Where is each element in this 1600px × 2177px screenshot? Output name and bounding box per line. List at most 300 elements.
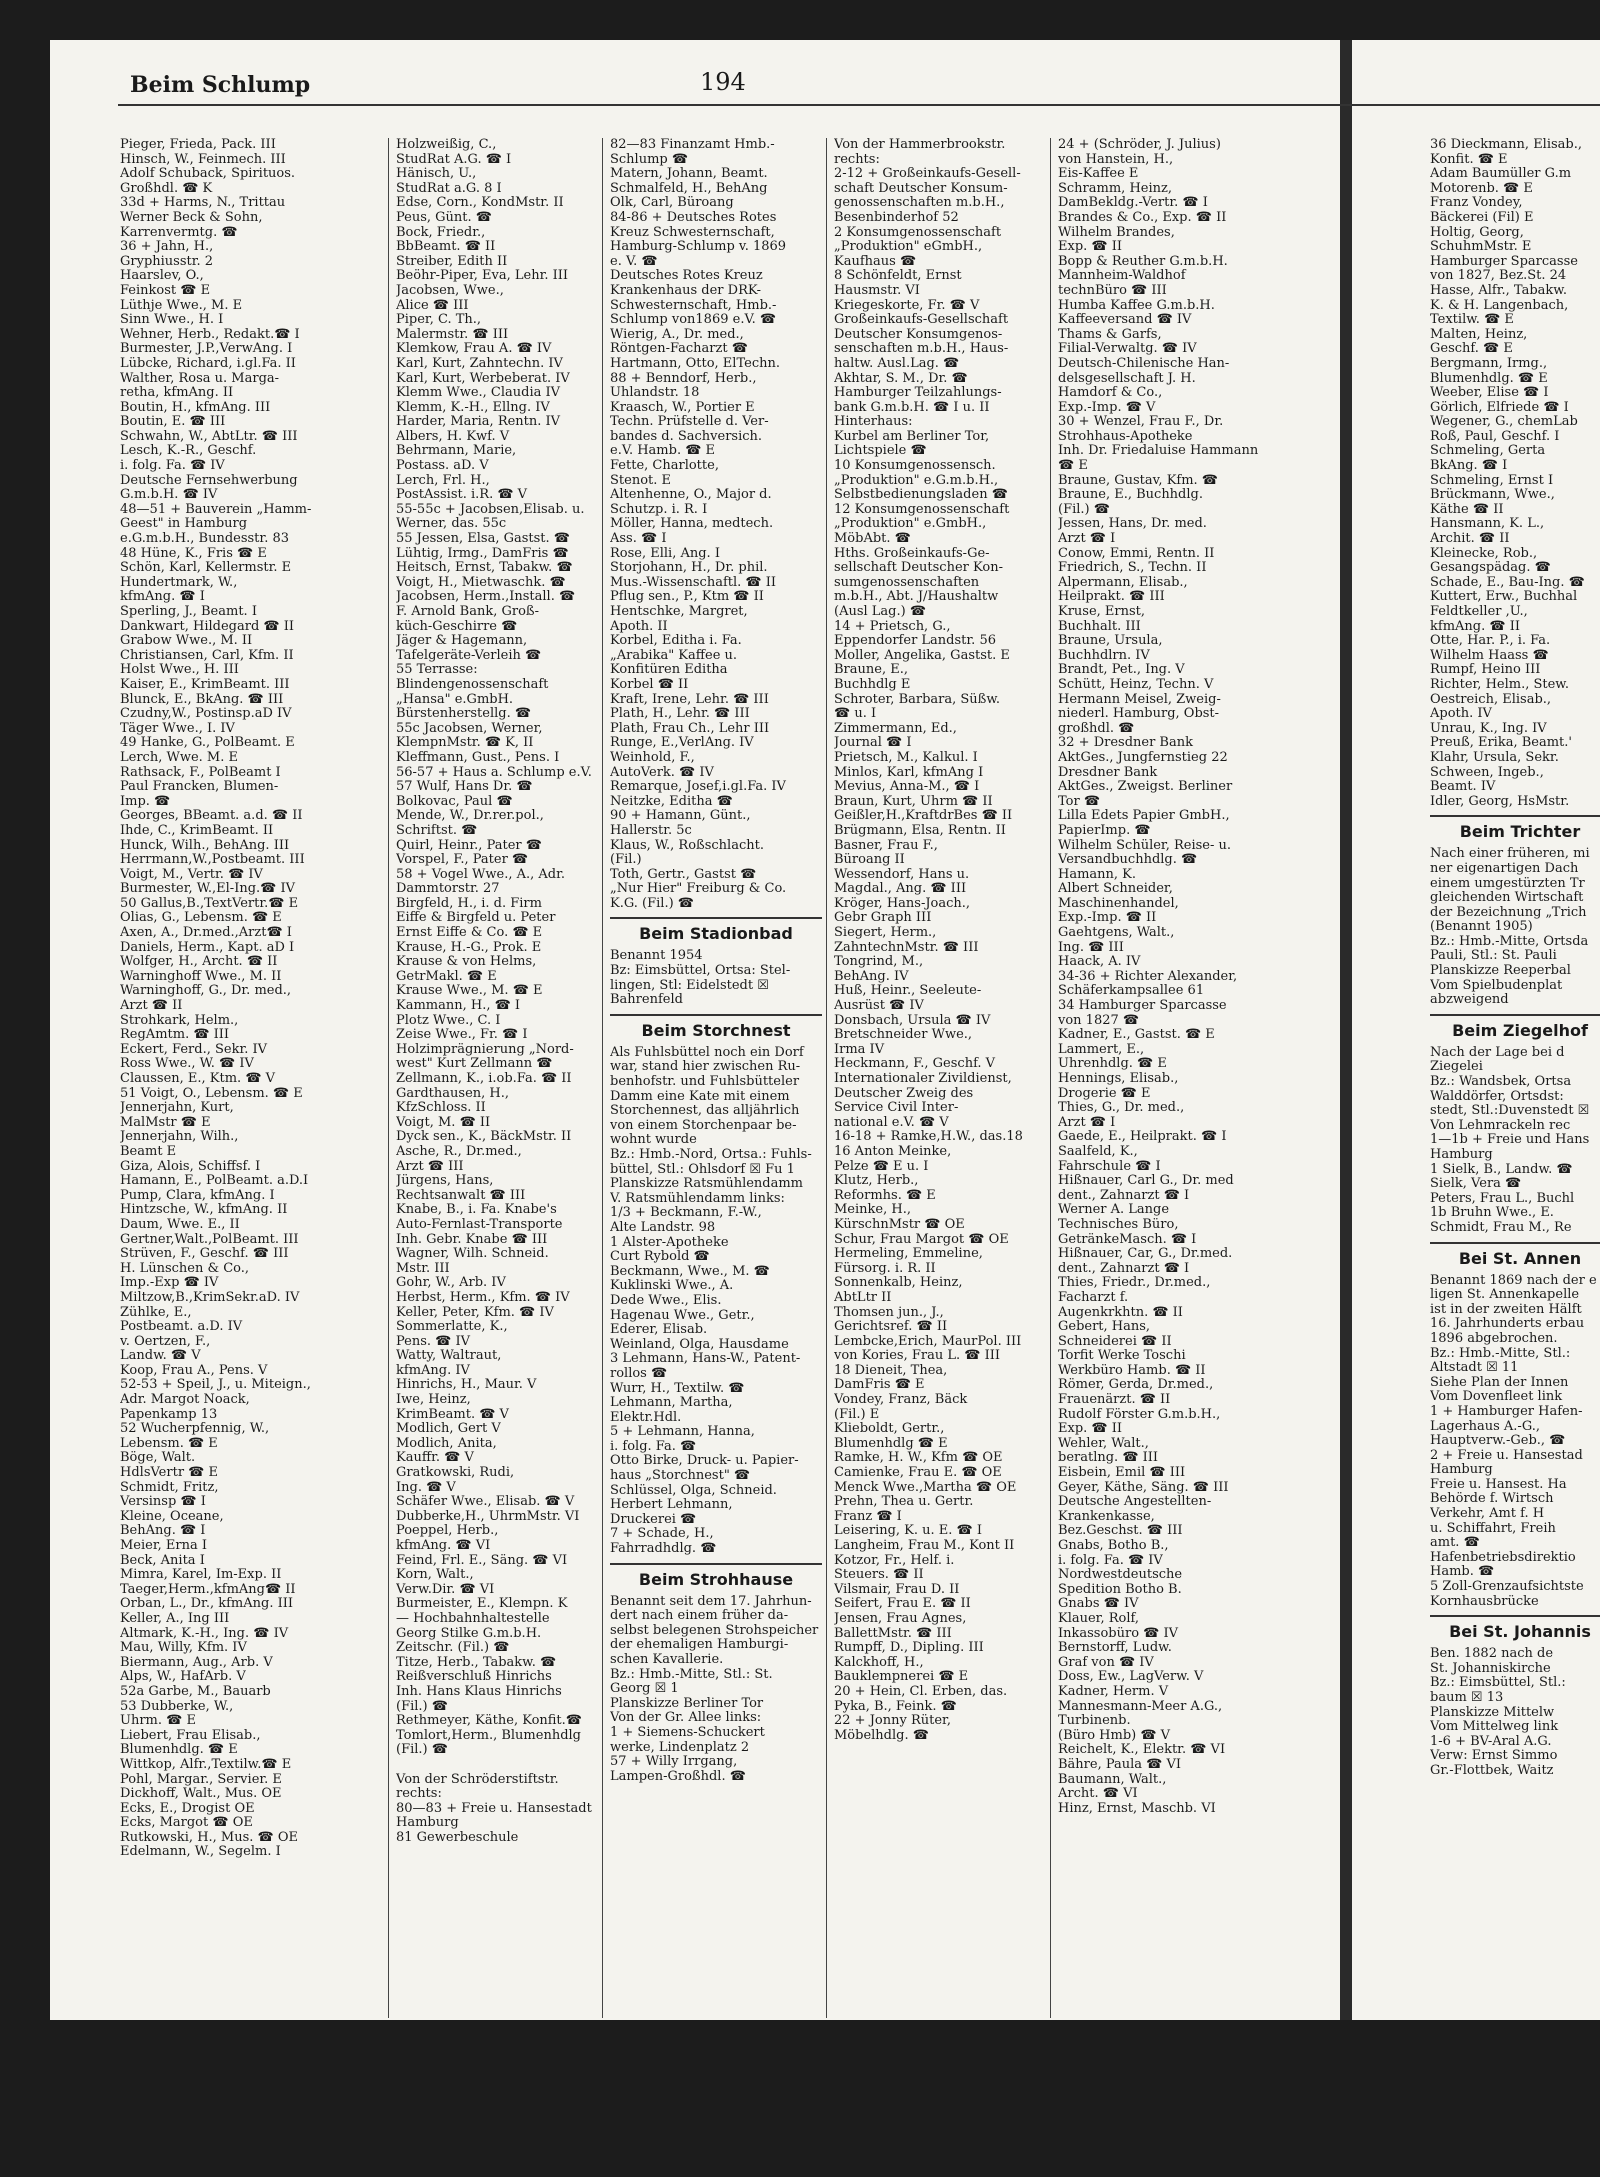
directory-line: Filial-Verwaltg. ☎ IV (1058, 342, 1197, 357)
directory-line: Schwahn, W., AbtLtr. ☎ III (120, 429, 298, 444)
directory-line: Deutsche Angestellten- (1058, 1495, 1212, 1510)
directory-line: küch-Geschirre ☎ (396, 619, 518, 634)
directory-line: Hundertmark, W., (120, 575, 238, 590)
directory-line: Turbinenb. (1058, 1714, 1131, 1729)
directory-line: Auto-Fernlast-Transporte (396, 1217, 563, 1232)
directory-line: BkAng. ☎ I (1430, 459, 1508, 474)
directory-line: Dickhoff, Walt., Mus. OE (120, 1787, 282, 1802)
directory-line: Jacobsen, Wwe., (396, 283, 504, 298)
directory-line: Basner, Frau F., (834, 838, 938, 853)
directory-line: Claussen, E., Ktm. ☎ V (120, 1072, 276, 1086)
directory-line: Lehmann, Martha, (610, 1396, 733, 1411)
directory-line: retha, kfmAng. II (120, 386, 234, 401)
directory-line: Hansmann, K. L., (1430, 517, 1545, 532)
directory-line: (Fil.) ☎ (396, 1743, 448, 1758)
directory-line: Magdal., Ang. ☎ III (834, 882, 967, 897)
directory-line: Edelmann, W., Segelm. I (120, 1845, 281, 1860)
directory-line: Kleffmann, Gust., Pens. I (396, 750, 560, 765)
directory-line: Imp.-Exp ☎ IV (120, 1276, 219, 1291)
directory-line: Schmeling, Gerta (1430, 444, 1546, 459)
directory-line: 16 Anton Meinke, (834, 1144, 952, 1159)
directory-line: Kaffeeversand ☎ IV (1058, 313, 1192, 328)
directory-line: Jessen, Hans, Dr. med. (1058, 517, 1207, 532)
directory-line: Matern, Johann, Beamt. (610, 167, 768, 182)
directory-line: Wegener, G., chemLab (1430, 415, 1578, 430)
directory-line: Inh. Hans Klaus Hinrichs (396, 1684, 562, 1699)
directory-line: Arzt ☎ II (120, 999, 183, 1014)
directory-line: Warninghoff Wwe., M. II (120, 969, 282, 984)
directory-line: V. Ratsmühlendamm links: (610, 1191, 785, 1206)
street-heading: Beim Trichter (1430, 815, 1600, 847)
directory-line: der Bezeichnung „Trich (1430, 905, 1587, 920)
directory-line: 57 + Willy Irrgang, (610, 1755, 738, 1770)
directory-line: Schur, Frau Margot ☎ OE (834, 1232, 1009, 1247)
directory-line: haus „Storchnest" ☎ (610, 1469, 751, 1484)
directory-line: Hermeling, Emmeline, (834, 1247, 983, 1262)
directory-line: 34-36 + Richter Alexander, (1058, 969, 1238, 984)
directory-line: Beamt. IV (1430, 780, 1496, 795)
directory-line: 55-55c + Jacobsen,Elisab. u. (396, 502, 585, 517)
directory-line: Großeinkaufs-Gesellschaft (834, 313, 1009, 328)
directory-line: Karl, Kurt, Werbeberat. IV (396, 371, 570, 386)
directory-line: Bz.: Eimsbüttel, Stl.: (1430, 1676, 1566, 1691)
directory-line: Axen, A., Dr.med.,Arzt☎ I (120, 926, 292, 941)
directory-line: e. V. ☎ (610, 254, 658, 269)
directory-line: Fahrradhdlg. ☎ (610, 1542, 717, 1557)
directory-line: Klemm Wwe., Claudia IV (396, 386, 561, 401)
directory-line: Humba Kaffee G.m.b.H. (1058, 298, 1215, 313)
directory-line: Bz.: Hmb.-Mitte, Stl.: (1430, 1346, 1571, 1361)
directory-line: rechts: (396, 1787, 442, 1802)
directory-line: war, stand hier zwischen Ru- (610, 1060, 801, 1075)
directory-line: Korn, Walt., (396, 1568, 474, 1583)
directory-line: Dyck sen., K., BäckMstr. II (396, 1130, 572, 1145)
directory-line: ☎ u. I (834, 707, 877, 722)
directory-line: Dammtorstr. 27 (396, 882, 500, 897)
directory-line: Saalfeld, K., (1058, 1144, 1138, 1159)
directory-line: Bauklempnerei ☎ E (834, 1670, 969, 1685)
directory-line: Selbstbedienungsladen ☎ (834, 488, 1008, 503)
directory-line: i. folg. Fa. ☎ (610, 1439, 697, 1454)
directory-line: Sperling, J., Beamt. I (120, 605, 257, 619)
directory-line: Vom Mittelweg link (1430, 1720, 1559, 1735)
directory-line: 51 Voigt, O., Lebensm. ☎ E (120, 1086, 303, 1101)
directory-line: bank G.m.b.H. ☎ I u. II (834, 400, 990, 415)
directory-line: Wurr, H., Textilw. ☎ (610, 1381, 745, 1396)
directory-line: Eisbein, Emil ☎ III (1058, 1466, 1186, 1481)
directory-line: stedt, Stl.:Duvenstedt ☒ (1430, 1104, 1590, 1119)
directory-line: H. Lünschen & Co., (120, 1261, 250, 1276)
directory-line: Von Lehmrackeln rec (1430, 1118, 1571, 1133)
directory-line: Konfitüren Editha (610, 663, 728, 678)
directory-line: Klaus, W., Roßschlacht. (610, 838, 764, 853)
directory-line: Hunck, Wilh., BehAng. III (120, 838, 290, 853)
directory-line: lingen, Stl: Eidelstedt ☒ (610, 978, 769, 993)
directory-line: Postass. aD. V (396, 459, 489, 474)
directory-line: Bz.: Hmb.-Mitte, Stl.: St. (610, 1667, 773, 1682)
directory-line: Bähre, Paula ☎ VI (1058, 1757, 1182, 1772)
directory-line: Werkbüro Hamb. ☎ II (1058, 1363, 1206, 1378)
directory-line: Hausmstr. VI (834, 283, 920, 298)
directory-line: Rumpf, Heino III (1430, 663, 1541, 678)
directory-line: Behrmann, Marie, (396, 444, 517, 459)
directory-line: ZahntechnMstr. ☎ III (834, 940, 979, 955)
directory-line: Facharzt f. (1058, 1290, 1129, 1305)
directory-line: 16-18 + Ramke,H.W., das.18 (834, 1130, 1023, 1145)
directory-line: Wilhelm Haass ☎ (1430, 648, 1549, 663)
directory-line: Postbeamt. a.D. IV (120, 1320, 243, 1335)
directory-line: Beamt E (120, 1144, 177, 1159)
directory-line: KrimBeamt. ☎ V (396, 1407, 509, 1422)
directory-line: Lüthje Wwe., M. E (120, 298, 243, 313)
directory-line: delsgesellschaft J. H. (1058, 371, 1196, 386)
directory-line: G.m.b.H. ☎ IV (120, 488, 218, 503)
directory-line: 1 + Siemens-Schuckert (610, 1725, 765, 1740)
directory-line: Geyer, Käthe, Säng. ☎ III (1058, 1480, 1229, 1495)
directory-line: Vilsmair, Frau D. II (834, 1582, 960, 1597)
directory-line: Schäfer Wwe., Elisab. ☎ V (396, 1495, 575, 1510)
directory-line: 53 Dubberke, W., (120, 1699, 234, 1714)
directory-line: Wehler, Walt., (1058, 1436, 1149, 1451)
directory-line: K. & H. Langenbach, (1430, 298, 1569, 313)
directory-line: Daniels, Herm., Kapt. aD I (120, 940, 295, 955)
directory-line: Kraasch, W., Portier E (610, 400, 755, 415)
directory-line: Conow, Emmi, Rentn. II (1058, 546, 1215, 561)
directory-line: Deutscher Konsumgenos- (834, 327, 1003, 342)
street-heading: Bei St. Annen (1430, 1242, 1600, 1274)
directory-line: 1/3 + Beckmann, F.-W., (610, 1206, 762, 1221)
directory-line: Ederer, Elisab. (610, 1323, 708, 1338)
directory-line: Mimra, Karel, Im-Exp. II (120, 1568, 282, 1583)
directory-line: DamBekldg.-Vertr. ☎ I (1058, 196, 1208, 211)
directory-line: AktGes., Jungfernstieg 22 (1058, 750, 1228, 765)
directory-line: Rutkowski, H., Mus. ☎ OE (120, 1830, 299, 1845)
directory-line: Seifert, Frau E. ☎ II (834, 1597, 971, 1612)
directory-line: 2 + Freie u. Hansestad (1430, 1448, 1583, 1463)
directory-line: Schmidt, Fritz, (120, 1480, 219, 1495)
directory-line: Techn. Prüfstelle d. Ver- (610, 415, 769, 430)
directory-line: Motorenb. ☎ E (1430, 181, 1533, 196)
directory-line: 52-53 + Speil, J., u. Miteign., (120, 1378, 311, 1393)
directory-line: Freie u. Hansest. Ha (1430, 1477, 1567, 1492)
directory-line: sellschaft Deutscher Kon- (834, 561, 1003, 576)
directory-line: Watty, Waltraut, (396, 1349, 502, 1364)
directory-line: Krankenhaus der DRK- (610, 283, 762, 298)
directory-line: Burmester, J.P.,VerwAng. I (120, 342, 293, 357)
directory-line: Akhtar, S. M., Dr. ☎ (834, 371, 968, 386)
directory-line: — Hochbahnhaltestelle (396, 1611, 550, 1626)
directory-line: Eckert, Ferd., Sekr. IV (120, 1042, 268, 1057)
directory-line: Taeger,Herm.,kfmAng☎ II (120, 1582, 296, 1597)
column-3 (610, 138, 822, 1784)
directory-line: Lilla Edets Papier GmbH., (1058, 809, 1230, 824)
directory-line: i. folg. Fa. ☎ IV (1058, 1553, 1163, 1568)
directory-line: Quirl, Heinr., Pater ☎ (396, 838, 542, 853)
directory-line: Schutzp. i. R. I (610, 502, 708, 517)
column-divider (1050, 138, 1051, 2018)
directory-line: Weeber, Elise ☎ I (1430, 386, 1549, 401)
directory-line: Beck, Anita I (120, 1553, 205, 1568)
directory-line: Eis-Kaffee E (1058, 167, 1139, 182)
directory-line: Hamb. ☎ (1430, 1565, 1495, 1580)
directory-line: 33d + Harms, N., Trittau (120, 196, 286, 211)
directory-line: Krause, H.-G., Prok. E (396, 940, 542, 955)
directory-line: 3 Lehmann, Hans-W., Patent- (610, 1352, 801, 1367)
directory-line: Kaufhaus ☎ (834, 254, 917, 269)
directory-line: 81 Gewerbeschule (396, 1830, 519, 1845)
directory-line: Reichelt, K., Elektr. ☎ VI (1058, 1743, 1226, 1758)
directory-line: Behörde f. Wirtsch (1430, 1492, 1554, 1507)
directory-line: Apoth. IV (1430, 707, 1492, 722)
directory-line: Jennerjahn, Wilh., (120, 1130, 239, 1145)
directory-line: Röntgen-Facharzt ☎ (610, 342, 748, 357)
directory-line: Ing. ☎ III (1058, 940, 1124, 955)
directory-line: Mau, Willy, Kfm. IV (120, 1641, 247, 1656)
directory-line: Buchhdlrn. IV (1058, 648, 1150, 663)
directory-line: Hermann Meisel, Zweig- (1058, 692, 1221, 707)
directory-line: 84-86 + Deutsches Rotes (610, 210, 777, 225)
directory-line: Olk, Carl, Büroang (610, 196, 734, 211)
directory-line: Czudny,W., Postinsp.aD IV (120, 707, 292, 722)
directory-line: Peus, Günt. ☎ (396, 210, 492, 225)
directory-line: Gertner,Walt.,PolBeamt. III (120, 1232, 299, 1247)
directory-line: Holzimprägnierung „Nord- (396, 1042, 574, 1057)
directory-line: Jensen, Frau Agnes, (834, 1611, 967, 1626)
directory-line: 10 Konsumgenossensch. (834, 459, 996, 474)
directory-line: Adolf Schuback, Spirituos. (120, 167, 296, 182)
directory-line: Büroang II (834, 853, 905, 868)
directory-line: Malten, Heinz, (1430, 327, 1528, 342)
directory-line: Blindengenossenschaft (396, 677, 549, 692)
directory-line: 30 + Wenzel, Frau F., Dr. (1058, 415, 1224, 430)
directory-line: „Produktion" e.G.m.b.H., (834, 473, 999, 488)
directory-line: Hagenau Wwe., Getr., (610, 1308, 755, 1323)
directory-line: Dede Wwe., Elis. (610, 1293, 722, 1308)
directory-line: Kreuz Schwesternschaft, (610, 225, 775, 240)
directory-line: Arzt ☎ I (1058, 1115, 1116, 1130)
directory-line: Kammann, H., ☎ I (396, 999, 521, 1014)
directory-line: amt. ☎ (1430, 1536, 1480, 1551)
directory-line: Benannt 1954 (610, 949, 703, 964)
directory-line: 52a Garbe, M., Bauarb (120, 1684, 271, 1699)
directory-line: Boutin, H., kfmAng. III (120, 400, 271, 415)
directory-line: 16. Jahrhunderts erbau (1430, 1317, 1585, 1332)
directory-line: Rumpff, D., Dipling. III (834, 1641, 984, 1656)
directory-line: Braune, E., (834, 663, 908, 678)
directory-line: 90 + Hamann, Günt., (610, 809, 751, 824)
directory-line: Inh. Dr. Friedaluise Hammann (1058, 444, 1259, 459)
column-divider (388, 138, 389, 2018)
directory-line: Schön, Karl, Kellermstr. E (120, 561, 292, 576)
directory-line: Streiber, Edith II (396, 254, 508, 269)
directory-line: Hafenbetriebsdirektio (1430, 1550, 1576, 1565)
directory-line: Apoth. II (610, 619, 668, 634)
directory-line: Strohhaus-Apotheke (1058, 429, 1193, 444)
directory-line: von Kories, Frau L. ☎ III (834, 1349, 1000, 1364)
directory-line: Paul Francken, Blumen- (120, 780, 279, 795)
directory-line: Dresdner Bank (1058, 765, 1158, 780)
directory-line: Alps, W., HafArb. V (120, 1670, 246, 1685)
directory-line: Von der Gr. Allee links: (610, 1711, 762, 1726)
directory-line: SchuhmMstr. E (1430, 240, 1532, 255)
directory-line: Blumenhdlg. ☎ E (1430, 371, 1548, 386)
directory-line: Minlos, Karl, kfmAng I (834, 765, 984, 780)
directory-line: Storchennest, das alljährlich (610, 1104, 800, 1119)
directory-line: Schriftst. ☎ (396, 823, 478, 838)
directory-line: 5 + Lehmann, Hanna, (610, 1425, 755, 1440)
directory-line: 58 + Vogel Wwe., A., Adr. (396, 867, 566, 882)
directory-line: Boutin, E. ☎ III (120, 415, 226, 430)
directory-line: Brandes & Co., Exp. ☎ II (1058, 210, 1227, 225)
directory-line: Schade, E., Bau-Ing. ☎ (1430, 575, 1585, 590)
directory-line: Braun, Kurt, Uhrm ☎ II (834, 794, 993, 809)
directory-line: Krause & von Helms, (396, 955, 537, 970)
directory-line: Wilhelm Brandes, (1058, 225, 1175, 240)
street-heading: Beim Storchnest (610, 1014, 822, 1046)
directory-line: Georges, BBeamt. a.d. ☎ II (120, 809, 303, 824)
directory-line: Besenbinderhof 52 (834, 210, 959, 225)
directory-line: Harder, Maria, Rentn. IV (396, 415, 561, 430)
directory-line: Von der Hammerbrookstr. (834, 138, 1006, 152)
directory-line: der ehemaligen Hamburgi- (610, 1638, 789, 1653)
directory-line: 56-57 + Haus a. Schlump e.V. (396, 765, 592, 780)
directory-line: Spedition Botho B. (1058, 1582, 1182, 1597)
directory-line: Gr.-Flottbek, Waitz (1430, 1763, 1554, 1778)
directory-line: Roß, Paul, Geschf. I (1430, 429, 1560, 444)
directory-line: Käthe ☎ II (1430, 502, 1504, 517)
directory-line: Olias, G., Lebensm. ☎ E (120, 911, 282, 926)
directory-line: genossenschaften m.b.H., (834, 196, 1005, 211)
directory-line: Storjohann, H., Dr. phil. (610, 561, 768, 576)
directory-line: RegAmtm. ☎ III (120, 1028, 230, 1043)
directory-line: dert nach einem früher da- (610, 1609, 789, 1624)
directory-line: (Büro Hmb) ☎ V (1058, 1728, 1171, 1743)
directory-line: Krause Wwe., M. ☎ E (396, 984, 543, 999)
directory-line: Pyka, B., Feink. ☎ (834, 1699, 957, 1714)
directory-line: Lagerhaus A.-G., (1430, 1419, 1541, 1434)
directory-line: Reißverschluß Hinrichs (396, 1670, 552, 1685)
directory-line: Prietsch, M., Kalkul. I (834, 750, 978, 765)
directory-line: Internationaler Zivildienst, (834, 1072, 1012, 1086)
directory-line: Fürsorg. i. R. II (834, 1261, 936, 1276)
directory-line: (Fil.) ☎ (396, 1699, 448, 1714)
directory-line: Hänisch, U., (396, 167, 477, 182)
directory-line: (Fil.) (610, 853, 642, 868)
directory-line: Papenkamp 13 (120, 1407, 218, 1422)
directory-line: Bäckerei (Fil) E (1430, 210, 1534, 225)
directory-line: Kriegeskorte, Fr. ☎ V (834, 298, 980, 313)
directory-line: Hißnauer, Carl G., Dr. med (1058, 1174, 1234, 1189)
directory-line: Inkassobüro ☎ IV (1058, 1626, 1179, 1641)
directory-line: Birgfeld, H., i. d. Firm (396, 896, 542, 911)
directory-line: senschaften m.b.H., Haus- (834, 342, 1009, 357)
directory-line: Christiansen, Carl, Kfm. II (120, 648, 294, 663)
directory-line: Deutsche Fernsehwerbung (120, 473, 298, 488)
directory-line: Unrau, K., Ing. IV (1430, 721, 1547, 736)
directory-line: „Arabika" Kaffee u. (610, 648, 738, 663)
directory-line: Lerch, Frl. H., (396, 473, 490, 488)
directory-line: Jennerjahn, Kurt, (120, 1101, 234, 1116)
directory-line: Otte, Har. P., i. Fa. (1430, 634, 1551, 649)
directory-line: AbtLtr II (834, 1290, 892, 1305)
directory-line: Benannt 1869 nach der e (1430, 1273, 1597, 1288)
directory-line: Hamburger Sparcasse (1430, 254, 1578, 269)
directory-line: Keller, Peter, Kfm. ☎ IV (396, 1305, 554, 1320)
directory-line: Kurbel am Berliner Tor, (834, 429, 990, 444)
directory-line: Idler, Georg, HsMstr. (1430, 794, 1570, 809)
directory-line: Toth, Gertr., Gastst ☎ (610, 867, 757, 882)
directory-line: (Fil.) ☎ (1058, 502, 1110, 517)
directory-line: St. Johanniskirche (1430, 1661, 1551, 1676)
directory-line: Service Civil Inter- (834, 1101, 959, 1116)
directory-line: Schmidt, Frau M., Re (1430, 1220, 1572, 1235)
directory-line: AutoVerk. ☎ IV (610, 765, 714, 780)
directory-line: v. Oertzen, F., (120, 1334, 211, 1349)
column-4 (834, 138, 1046, 1743)
directory-line: Braune, Gustav, Kfm. ☎ (1058, 473, 1218, 488)
directory-line: Herbst, Herm., Kfm. ☎ IV (396, 1290, 570, 1305)
directory-line: Huß, Heinr., Seeleute- (834, 984, 982, 999)
directory-line: Kuttert, Erw., Buchhal (1430, 590, 1578, 605)
directory-line: Als Fuhlsbüttel noch ein Dorf (610, 1045, 804, 1060)
directory-line: Gohr, W., Arb. IV (396, 1276, 506, 1291)
directory-line: Technisches Büro, (1058, 1217, 1179, 1232)
directory-line: Imp. ☎ (120, 794, 171, 809)
directory-line: Görlich, Elfriede ☎ I (1430, 400, 1569, 415)
directory-line: Lerch, Wwe. M. E (120, 750, 238, 765)
directory-line: Feind, Frl. E., Säng. ☎ VI (396, 1553, 568, 1568)
directory-line: kfmAng. ☎ VI (396, 1539, 491, 1553)
directory-line: Tafelgeräte-Verleih ☎ (396, 648, 542, 663)
directory-line: Zellmann, K., i.ob.Fa. ☎ II (396, 1072, 572, 1086)
directory-line: Textilw. ☎ E (1430, 313, 1514, 328)
directory-line: Deutsches Rotes Kreuz (610, 269, 763, 284)
directory-line: Gardthausen, H., (396, 1086, 509, 1101)
column-1 (120, 138, 384, 1860)
directory-line: Alpermann, Elisab., (1058, 575, 1188, 590)
directory-line: Bretschneider Wwe., (834, 1028, 973, 1043)
directory-line: 52 Wucherpfennig, W., (120, 1422, 270, 1437)
directory-line: Hamburg (1430, 1463, 1493, 1478)
directory-line: „Nur Hier" Freiburg & Co. (610, 882, 787, 897)
directory-line: Plath, H., Lehr. ☎ III (610, 707, 750, 722)
directory-line: Zühlke, E., (120, 1305, 192, 1320)
directory-line: Sinn Wwe., H. I (120, 313, 224, 328)
directory-line: Werner Beck & Sohn, (120, 210, 263, 225)
directory-line: Pflug sen., P., Ktm ☎ II (610, 590, 764, 605)
directory-line: Thies, G., Dr. med., (1058, 1101, 1185, 1116)
directory-line: Haarslev, O., (120, 269, 204, 284)
directory-line: 2-12 + Großeinkaufs-Gesell- (834, 167, 1021, 182)
directory-line: Zeitschr. (Fil.) ☎ (396, 1641, 510, 1656)
directory-line: Kornhausbrücke (1430, 1594, 1539, 1609)
directory-line: 2 Konsumgenossenschaft (834, 225, 1002, 240)
directory-line: DamFris ☎ E (834, 1378, 925, 1393)
directory-line: 24 + (Schröder, J. Julius) (1058, 138, 1221, 152)
directory-line: 55c Jacobsen, Werner, (396, 721, 543, 736)
directory-line: Ass. ☎ I (610, 532, 667, 547)
directory-line: Eppendorfer Landstr. 56 (834, 634, 996, 649)
directory-line: Schmalfeld, H., BehAng (610, 181, 768, 196)
directory-line: Hinrichs, H., Maur. V (396, 1378, 537, 1393)
directory-line: Koop, Frau A., Pens. V (120, 1363, 268, 1378)
directory-line: Edse, Corn., KondMstr. II (396, 196, 564, 211)
directory-line: Kruse, Ernst, (1058, 605, 1146, 619)
running-head: Beim Schlump (130, 72, 311, 98)
directory-line: großhdl. ☎ (1058, 721, 1135, 736)
directory-line: Rethmeyer, Käthe, Konfit.☎ (396, 1714, 582, 1729)
directory-line: Torfit Werke Toschi (1058, 1349, 1186, 1364)
